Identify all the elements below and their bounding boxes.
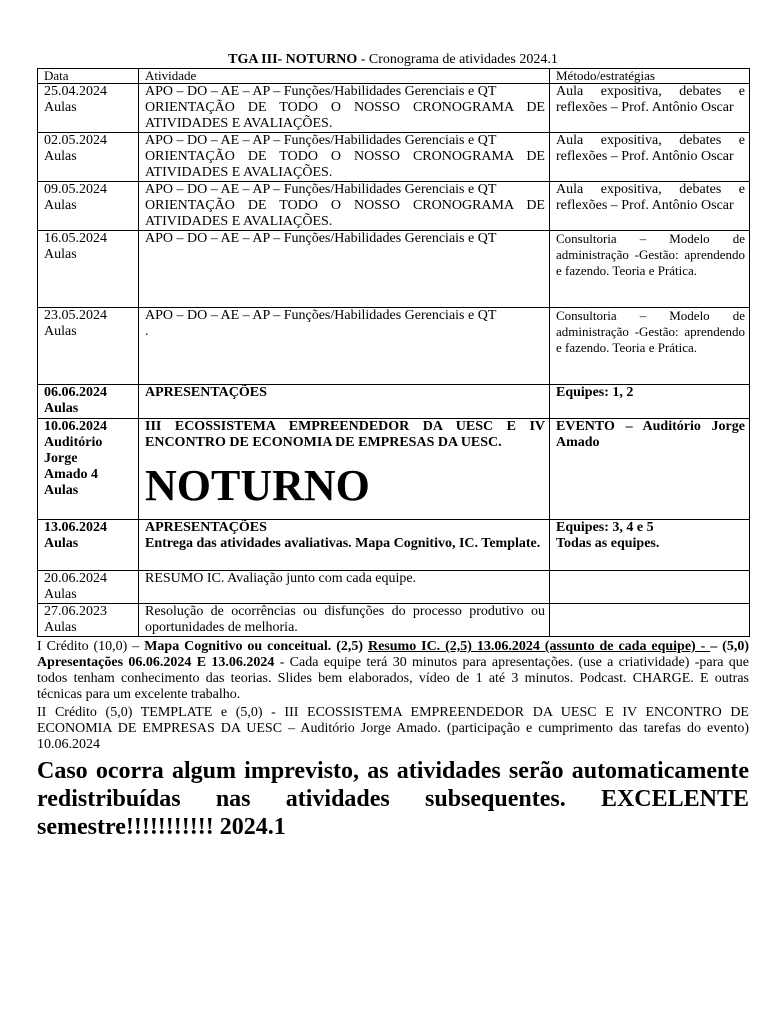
table-row: [38, 419, 750, 520]
table-row: [38, 231, 750, 308]
table-row: [38, 133, 750, 182]
activity-cell: APO – DO – AE – AP – Funções/Habilidades Gerenciais e QT: [139, 231, 550, 308]
activity-cell: Resolução de ocorrências ou disfunções do processo produtivo ou oportunidades de melhoria.: [139, 604, 550, 637]
activity-cell: APO – DO – AE – AP – Funções/Habilidades Gerenciais e QT ORIENTAÇÃO DE TODO O NOSSO CRONOGRAMA DE ATIVIDADES E AVALIAÇÕES.: [139, 133, 550, 182]
header-method: Método/estratégias: [550, 69, 750, 84]
date-cell: 13.06.2024 Aulas: [38, 520, 139, 571]
method-cell: Consultoria – Modelo de administração -Gestão: aprendendo e fazendo. Teoria e Prática.: [550, 231, 750, 308]
date-cell: 27.06.2023 Aulas: [38, 604, 139, 637]
table-row: [38, 604, 750, 637]
grading-notes-1: I Crédito (10,0) – Mapa Cognitivo ou conceitual. (2,5) Resumo IC. (2,5) 13.06.2024 (assunto de cada equipe) - – (5,0) Apresentações 06.06.2024 E 13.06.2024 - Cada equipe terá 30 minutos para apresentações. (use a criatividade) -para que todos tenham conhecimento das teorias. Slides bem elaborados, vídeo de 1 até 3 minutos. Podcast. CHARGE. E outras técnicas para um excelente trabalho.: [37, 639, 750, 702]
table-row: [38, 385, 750, 419]
table-row: [38, 571, 750, 604]
method-cell: Equipes: 3, 4 e 5 Todas as equipes.: [550, 520, 750, 571]
document-page: [37, 51, 749, 841]
closing-message: Caso ocorra algum imprevisto, as atividades serão automaticamente redistribuídas nas atividades subsequentes. EXCELENTE semestre!!!!!!!!!!! 2024.1: [37, 758, 749, 840]
method-cell: Aula expositiva, debates e reflexões – Prof. Antônio Oscar: [550, 182, 750, 231]
activity-cell: APRESENTAÇÕES: [139, 385, 550, 419]
method-cell: EVENTO – Auditório Jorge Amado: [550, 419, 750, 520]
table-row: [38, 520, 750, 571]
method-cell: Equipes: 1, 2: [550, 385, 750, 419]
activity-cell: III ECOSSISTEMA EMPREENDEDOR DA UESC E IV ENCONTRO DE ECONOMIA DE EMPRESAS DA UESC. NOTURNO: [139, 419, 550, 520]
date-cell: 10.06.2024 Auditório Jorge Amado 4 Aulas: [38, 419, 139, 520]
grading-notes-2: II Crédito (5,0) TEMPLATE e (5,0) - III ECOSSISTEMA EMPREENDEDOR DA UESC E IV ENCONTRO DE ECONOMIA DE EMPRESAS DA UESC – Auditório Jorge Amado. (participação e cumprimento das tarefas do evento) 10.06.2024: [37, 705, 749, 752]
method-cell: [550, 604, 750, 637]
header-date: Data: [38, 69, 139, 84]
table-header-row: [38, 69, 750, 84]
table-row: [38, 84, 750, 133]
date-cell: 09.05.2024 Aulas: [38, 182, 139, 231]
date-cell: 02.05.2024 Aulas: [38, 133, 139, 182]
method-cell: [550, 571, 750, 604]
date-cell: 16.05.2024 Aulas: [38, 231, 139, 308]
method-cell: Consultoria – Modelo de administração -Gestão: aprendendo e fazendo. Teoria e Prática.: [550, 308, 750, 385]
document-title: [37, 51, 749, 68]
noturno-label: NOTURNO: [145, 461, 370, 510]
activity-cell: APO – DO – AE – AP – Funções/Habilidades Gerenciais e QT .: [139, 308, 550, 385]
schedule-table: [37, 68, 750, 637]
date-cell: 23.05.2024 Aulas: [38, 308, 139, 385]
table-row: [38, 182, 750, 231]
activity-cell: APO – DO – AE – AP – Funções/Habilidades Gerenciais e QT ORIENTAÇÃO DE TODO O NOSSO CRONOGRAMA DE ATIVIDADES E AVALIAÇÕES.: [139, 182, 550, 231]
date-cell: 25.04.2024 Aulas: [38, 84, 139, 133]
method-cell: Aula expositiva, debates e reflexões – Prof. Antônio Oscar: [550, 133, 750, 182]
activity-cell: RESUMO IC. Avaliação junto com cada equipe.: [139, 571, 550, 604]
method-cell: Aula expositiva, debates e reflexões – Prof. Antônio Oscar: [550, 84, 750, 133]
header-activity: Atividade: [139, 69, 550, 84]
activity-cell: APO – DO – AE – AP – Funções/Habilidades Gerenciais e QT ORIENTAÇÃO DE TODO O NOSSO CRONOGRAMA DE ATIVIDADES E AVALIAÇÕES.: [139, 84, 550, 133]
activity-cell: APRESENTAÇÕES Entrega das atividades avaliativas. Mapa Cognitivo, IC. Template.: [139, 520, 550, 571]
date-cell: 06.06.2024 Aulas: [38, 385, 139, 419]
table-row: [38, 308, 750, 385]
title-bold: TGA III- NOTURNO: [228, 52, 358, 67]
title-rest: - Cronograma de atividades 2024.1: [357, 52, 558, 67]
date-cell: 20.06.2024 Aulas: [38, 571, 139, 604]
